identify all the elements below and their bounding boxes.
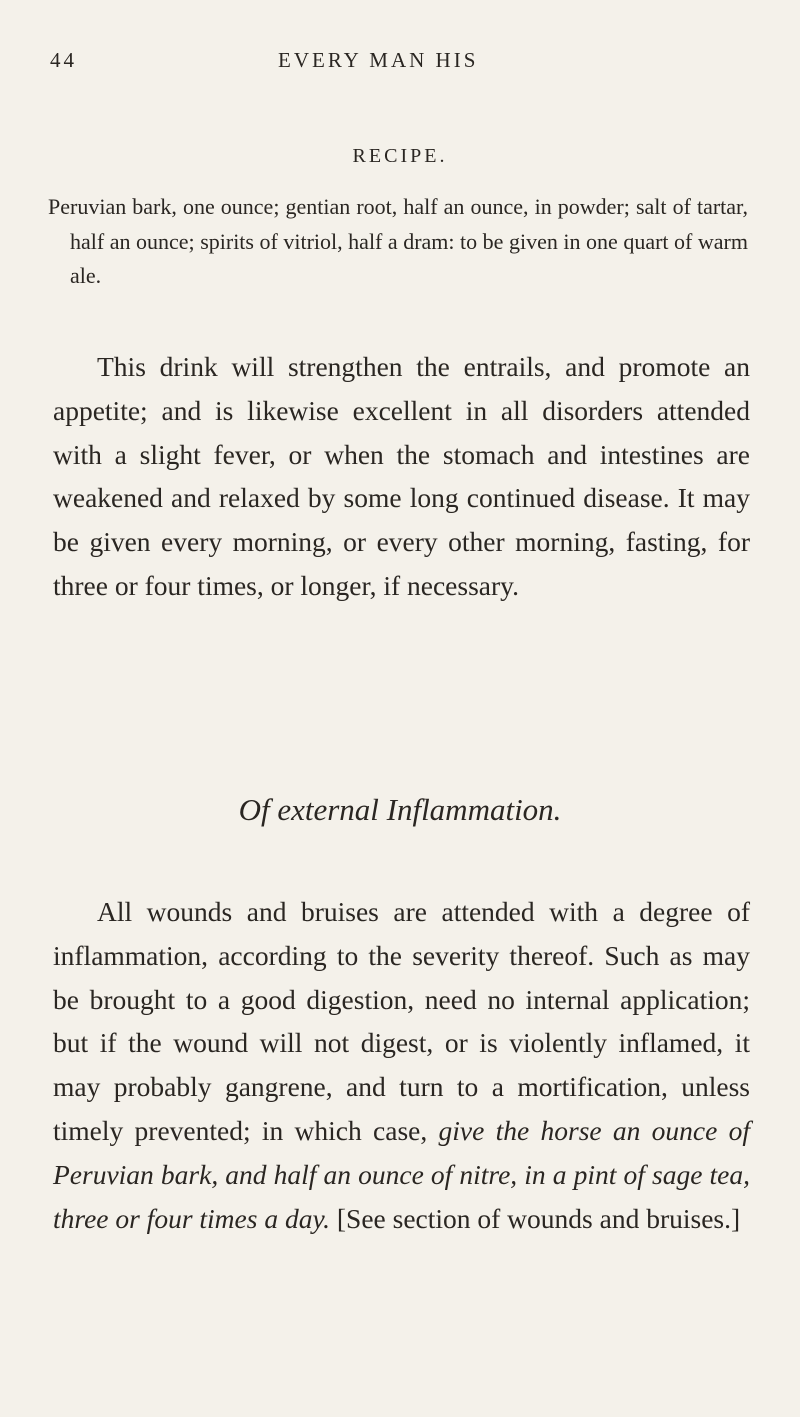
- running-title: EVERY MAN HIS: [278, 48, 479, 72]
- body-paragraph-inflammation: [53, 890, 750, 1240]
- cross-reference: [See section of wounds and bruises.]: [330, 1202, 741, 1234]
- body-paragraph: This drink will strengthen the entrails, and promote an appetite; and is likewise excellent in all disorders attended with a slight fever, or when the stomach and intestines are weakened and relaxed by some long continued disease. It may be given every morning, or every other morning, fasting, for three or four times, or longer, if necessary.: [53, 351, 750, 601]
- running-head: [50, 48, 630, 78]
- recipe-heading: RECIPE.: [352, 145, 448, 167]
- paragraph-text: All wounds and bruises are attended with a degree of inflammation, according to the severity thereof. Such as may be brought to a good digestion, need no internal application; but if the wound will not digest, or is violently inflamed, it may probably gangrene, and turn to a mortification, unless timely prevented; in which case,: [53, 896, 750, 1146]
- section-heading: Of external Inflammation.: [238, 792, 562, 827]
- italic-instruction: give the horse an ounce of Peruvian bark, and half an ounce of nitre, in a pint of sage tea, three or four times a day.: [53, 1114, 750, 1234]
- page-number: 44: [50, 48, 77, 72]
- recipe-text: Peruvian bark, one ounce; gentian root, half an ounce, in powder; salt of tartar, half an ounce; spirits of vitriol, half a dram: to be given in one quart of warm ale.: [48, 194, 748, 288]
